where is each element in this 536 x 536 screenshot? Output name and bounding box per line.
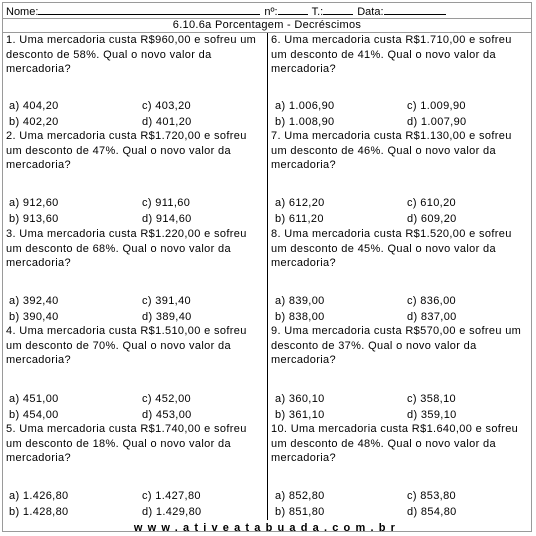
worksheet bbox=[2, 2, 532, 532]
question-7-option-b: b) 611,20 bbox=[275, 213, 324, 225]
question-3-option-a: a) 392,40 bbox=[9, 295, 59, 307]
question-5-option-c: c) 1.427,80 bbox=[142, 490, 201, 502]
column-divider bbox=[267, 33, 268, 520]
data-line bbox=[384, 4, 446, 15]
footer-website: www.ativeatabuada.com.br bbox=[133, 522, 401, 534]
question-10-option-a: a) 852,80 bbox=[275, 490, 325, 502]
question-1-option-b: b) 402,20 bbox=[9, 116, 59, 128]
question-8-option-a: a) 839,00 bbox=[275, 295, 325, 307]
nome-line bbox=[38, 4, 260, 15]
question-5-option-b: b) 1.428,80 bbox=[9, 506, 69, 518]
question-2-option-b: b) 913,60 bbox=[9, 213, 59, 225]
question-9-option-c: c) 358,10 bbox=[407, 393, 457, 405]
numero-line bbox=[278, 4, 308, 15]
question-2-option-a: a) 912,60 bbox=[9, 197, 59, 209]
question-6-option-d: d) 1.007,90 bbox=[407, 116, 467, 128]
question-2: 2. Uma mercadoria custa R$1.720,00 e sofreu um desconto de 47%. Qual o novo valor da mercadoria? bbox=[6, 130, 247, 171]
page-title: 6.10.6a Porcentagem - Decréscimos bbox=[172, 19, 362, 31]
question-8-option-b: b) 838,00 bbox=[275, 311, 325, 323]
question-3: 3. Uma mercadoria custa R$1.220,00 e sofreu um desconto de 68%. Qual o novo valor da mercadoria? bbox=[6, 228, 247, 269]
question-8: 8. Uma mercadoria custa R$1.520,00 e sofreu um desconto de 45%. Qual o novo valor da mercadoria? bbox=[271, 228, 512, 269]
question-2-option-c: c) 911,60 bbox=[142, 197, 191, 209]
question-9-option-a: a) 360,10 bbox=[275, 393, 325, 405]
question-6: 6. Uma mercadoria custa R$1.710,00 e sofreu um desconto de 41%. Qual o novo valor da mercadoria? bbox=[271, 34, 512, 75]
nome-label: Nome: bbox=[6, 6, 39, 18]
question-8-option-d: d) 837,00 bbox=[407, 311, 457, 323]
question-6-option-a: a) 1.006,90 bbox=[275, 100, 335, 112]
question-5-option-d: d) 1.429,80 bbox=[142, 506, 202, 518]
question-4-option-c: c) 452,00 bbox=[142, 393, 192, 405]
question-7: 7. Uma mercadoria custa R$1.130,00 e sofreu um desconto de 46%. Qual o novo valor da mercadoria? bbox=[271, 130, 512, 171]
question-7-option-c: c) 610,20 bbox=[407, 197, 457, 209]
question-10-option-d: d) 854,80 bbox=[407, 506, 457, 518]
question-10-option-c: c) 853,80 bbox=[407, 490, 457, 502]
header-fields bbox=[6, 4, 532, 18]
question-6-option-b: b) 1.008,90 bbox=[275, 116, 335, 128]
question-6-option-c: c) 1.009,90 bbox=[407, 100, 466, 112]
question-10: 10. Uma mercadoria custa R$1.640,00 e sofreu um desconto de 48%. Qual o novo valor da mercadoria? bbox=[271, 423, 519, 464]
data-label: Data: bbox=[357, 6, 384, 18]
question-4-option-b: b) 454,00 bbox=[9, 409, 59, 421]
question-4-option-a: a) 451,00 bbox=[9, 393, 59, 405]
question-3-option-d: d) 389,40 bbox=[142, 311, 192, 323]
question-10-option-b: b) 851,80 bbox=[275, 506, 325, 518]
question-9-option-b: b) 361,10 bbox=[275, 409, 325, 421]
numero-label: nº: bbox=[264, 6, 278, 18]
question-7-option-a: a) 612,20 bbox=[275, 197, 325, 209]
question-3-option-b: b) 390,40 bbox=[9, 311, 59, 323]
question-1-option-d: d) 401,20 bbox=[142, 116, 192, 128]
question-2-option-d: d) 914,60 bbox=[142, 213, 192, 225]
question-8-option-c: c) 836,00 bbox=[407, 295, 457, 307]
question-9: 9. Uma mercadoria custa R$570,00 e sofreu um desconto de 37%. Qual o novo valor da mercadoria? bbox=[271, 325, 522, 366]
question-5: 5. Uma mercadoria custa R$1.740,00 e sofreu um desconto de 18%. Qual o novo valor da mercadoria? bbox=[6, 423, 247, 464]
question-3-option-c: c) 391,40 bbox=[142, 295, 192, 307]
question-7-option-d: d) 609,20 bbox=[407, 213, 457, 225]
question-5-option-a: a) 1.426,80 bbox=[9, 490, 69, 502]
question-4: 4. Uma mercadoria custa R$1.510,00 e sofreu um desconto de 70%. Qual o novo valor da mercadoria? bbox=[6, 325, 247, 366]
turma-label: T.: bbox=[311, 6, 324, 18]
question-1: 1. Uma mercadoria custa R$960,00 e sofreu um desconto de 58%. Qual o novo valor da mercadoria? bbox=[6, 34, 257, 75]
question-1-option-c: c) 403,20 bbox=[142, 100, 192, 112]
question-1-option-a: a) 404,20 bbox=[9, 100, 59, 112]
question-4-option-d: d) 453,00 bbox=[142, 409, 192, 421]
turma-line bbox=[323, 4, 353, 15]
question-9-option-d: d) 359,10 bbox=[407, 409, 457, 421]
